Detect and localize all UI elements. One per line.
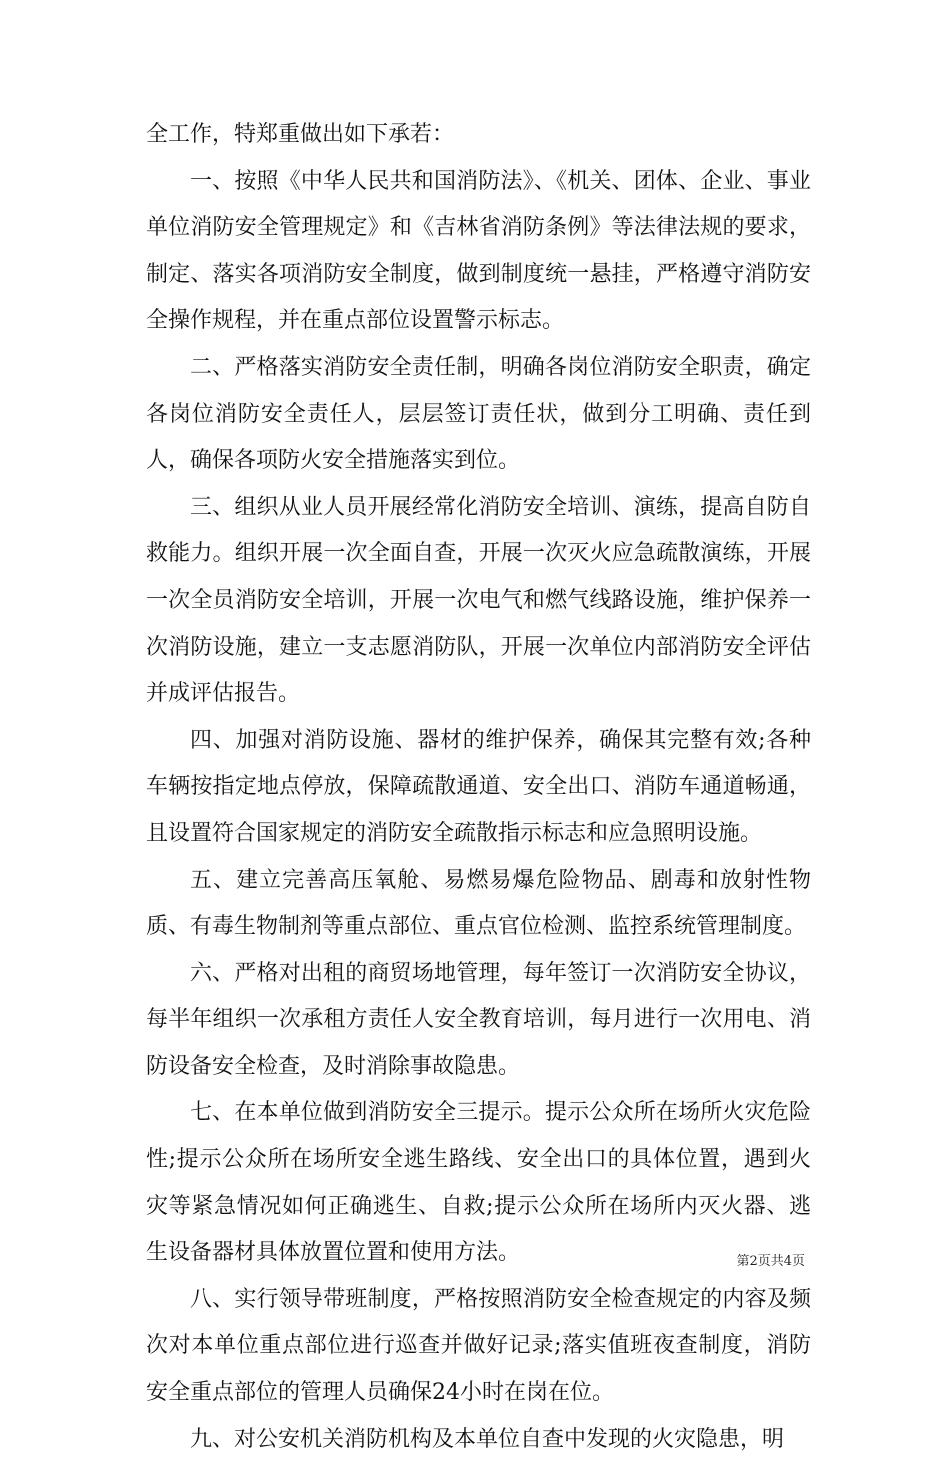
page-number-footer: 第2页共4页 — [736, 1254, 805, 1269]
paragraph-item-9: 九、对公安机关消防机构及本单位自查中发现的火灾隐患，明 — [190, 1426, 785, 1452]
paragraph-intro: 全工作，特郑重做出如下承若： — [146, 122, 455, 147]
paragraph-item-6: 六、严格对出租的商贸场地管理，每年签订一次消防安全协议，每半年组织一次承租方责任人安全教育培训，每月进行一次用电、消防设备安全检查，及时消除事故隐患。 — [146, 960, 811, 1079]
paragraph-item-4: 四、加强对消防设施、器材的维护保养，确保其完整有效;各种车辆按指定地点停放，保障疏散通道、安全出口、消防车通道畅通，且设置符合国家规定的消防安全疏散指示标志和应急照明设施。 — [146, 727, 811, 846]
paragraph-item-2: 二、严格落实消防安全责任制，明确各岗位消防安全职责，确定各岗位消防安全责任人，层层签订责任状，做到分工明确、责任到人，确保各项防火安全措施落实到位。 — [146, 354, 811, 474]
paragraph-item-7: 七、在本单位做到消防安全三提示。提示公众所在场所火灾危险性;提示公众所在场所安全逃生路线、安全出口的具体位置，遇到火灾等紧急情况如何正确逃生、自救;提示公众所在场所内灭火器、逃生设备器材具体放置位置和使用方法。 — [146, 1100, 811, 1266]
paragraph-item-8: 八、实行领导带班制度，严格按照消防安全检查规定的内容及频次对本单位重点部位进行巡查并做好记录;落实值班夜查制度，消防安全重点部位的管理人员确保24小时在岗在位。 — [146, 1286, 811, 1406]
paragraph-item-5: 五、建立完善高压氧舱、易燃易爆危险物品、剧毒和放射性物质、有毒生物制剂等重点部位、重点官位检测、监控系统管理制度。 — [146, 867, 811, 940]
paragraph-item-3: 三、组织从业人员开展经常化消防安全培训、演练，提高自防自救能力。组织开展一次全面自查，开展一次灭火应急疏散演练，开展一次全员消防安全培训，开展一次电气和燃气线路设施，维护保养一次消防设施，建立一支志愿消防队，开展一次单位内部消防安全评估并成评估报告。 — [146, 494, 811, 707]
paragraph-item-1: 一、按照《中华人民共和国消防法》、《机关、团体、企业、事业单位消防安全管理规定》和《吉林省消防条例》等法律法规的要求，制定、落实各项消防安全制度，做到制度统一悬挂，严格遵守消防安全操作规程，并在重点部位设置警示标志。 — [146, 168, 811, 334]
